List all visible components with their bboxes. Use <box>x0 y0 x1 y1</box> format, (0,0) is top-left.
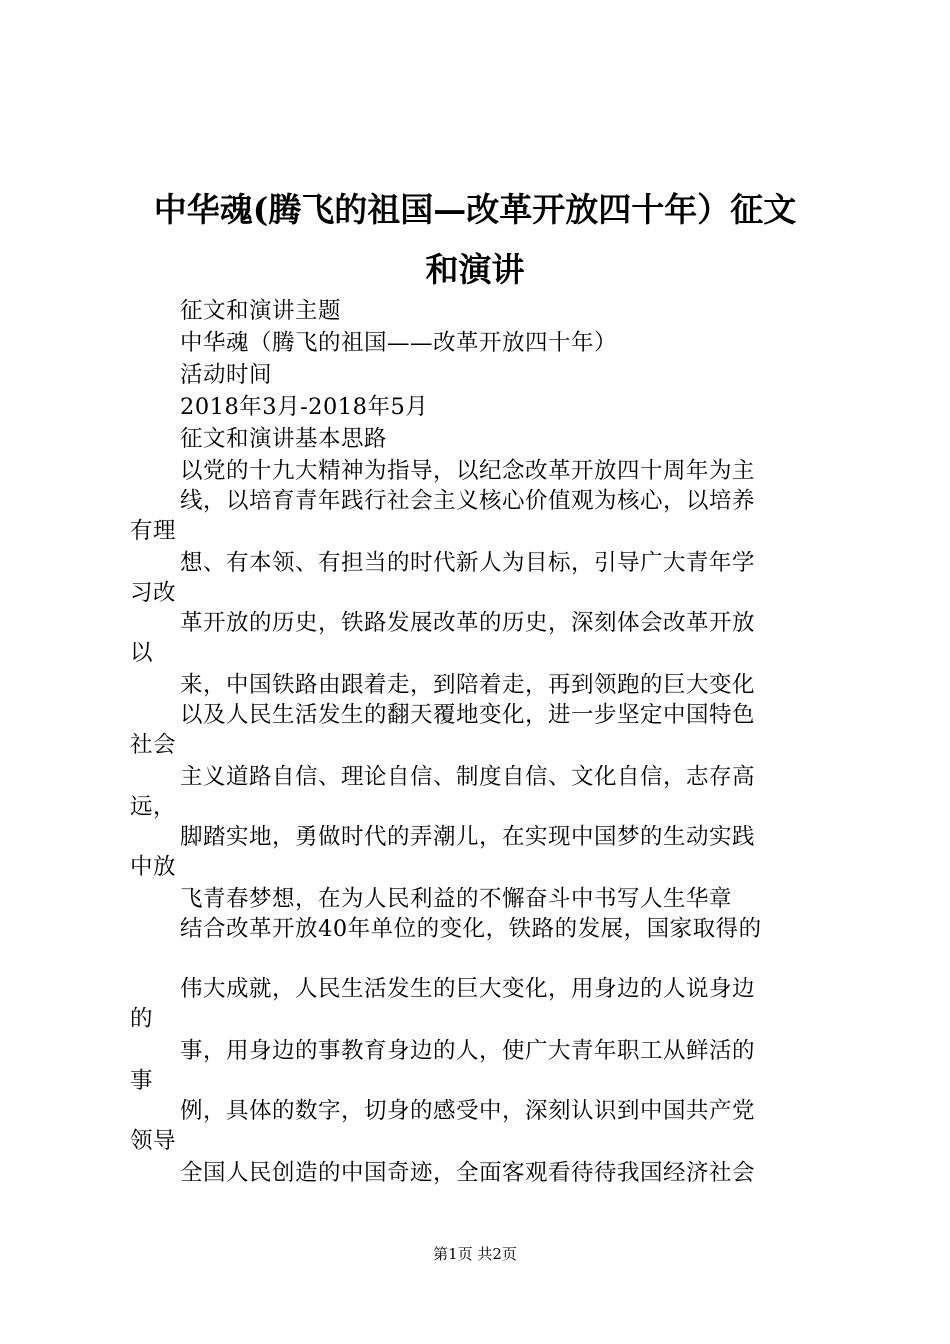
text-line: 飞青春梦想，在为人民利益的不懈奋斗中书写人生华章 <box>180 886 733 912</box>
text-line: 中华魂（腾飞的祖国——改革开放四十年） <box>180 330 618 356</box>
text-line: 以党的十九大精神为指导，以纪念改革开放四十周年为主 <box>180 458 756 484</box>
text-line: 线，以培育青年践行社会主义核心价值观为核心，以培养 <box>180 488 756 514</box>
text-line: 以及人民生活发生的翻天覆地变化，进一步坚定中国特色 <box>180 702 756 728</box>
text-line: 结合改革开放40年单位的变化，铁路的发展，国家取得的 <box>180 916 762 942</box>
text-line: 中放 <box>130 854 177 880</box>
text-line: 社会 <box>130 732 177 758</box>
text-line: 主义道路自信、理论自信、制度自信、文化自信，志存高 <box>180 764 756 790</box>
text-line: 想、有本领、有担当的时代新人为目标，引导广大青年学 <box>180 550 756 576</box>
text-line: 例，具体的数字，切身的感受中，深刻认识到中国共产党 <box>180 1098 756 1124</box>
text-line: 脚踏实地，勇做时代的弄潮儿，在实现中国梦的生动实践 <box>180 824 756 850</box>
text-line: 伟大成就，人民生活发生的巨大变化，用身边的人说身边 <box>180 976 756 1002</box>
text-line: 习改 <box>130 580 177 606</box>
title-line-2: 和演讲 <box>425 250 525 289</box>
text-line: 来，中国铁路由跟着走，到陪着走，再到领跑的巨大变化 <box>180 672 756 698</box>
text-line: 事，用身边的事教育身边的人，使广大青年职工从鲜活的 <box>180 1038 756 1064</box>
text-line: 有理 <box>130 518 177 544</box>
text-line: 以 <box>130 640 154 666</box>
text-line: 全国人民创造的中国奇迹，全面客观看待待我国经济社会 <box>180 1160 756 1186</box>
text-line: 活动时间 <box>180 362 273 388</box>
text-line: 2018年3月-2018年5月 <box>180 394 429 420</box>
text-line: 领导 <box>130 1128 177 1154</box>
text-line: 征文和演讲基本思路 <box>180 426 388 452</box>
text-line: 事 <box>130 1068 154 1094</box>
title-line-1: 中华魂(腾飞的祖国—改革开放四十年）征文 <box>153 190 797 229</box>
text-line: 革开放的历史，铁路发展改革的历史，深刻体会改革开放 <box>180 610 756 636</box>
text-line: 征文和演讲主题 <box>180 298 342 324</box>
text-line: 的 <box>130 1006 154 1032</box>
page-footer: 第1页 共2页 <box>433 1245 517 1263</box>
document-title <box>120 180 830 300</box>
text-line: 远， <box>130 794 177 820</box>
